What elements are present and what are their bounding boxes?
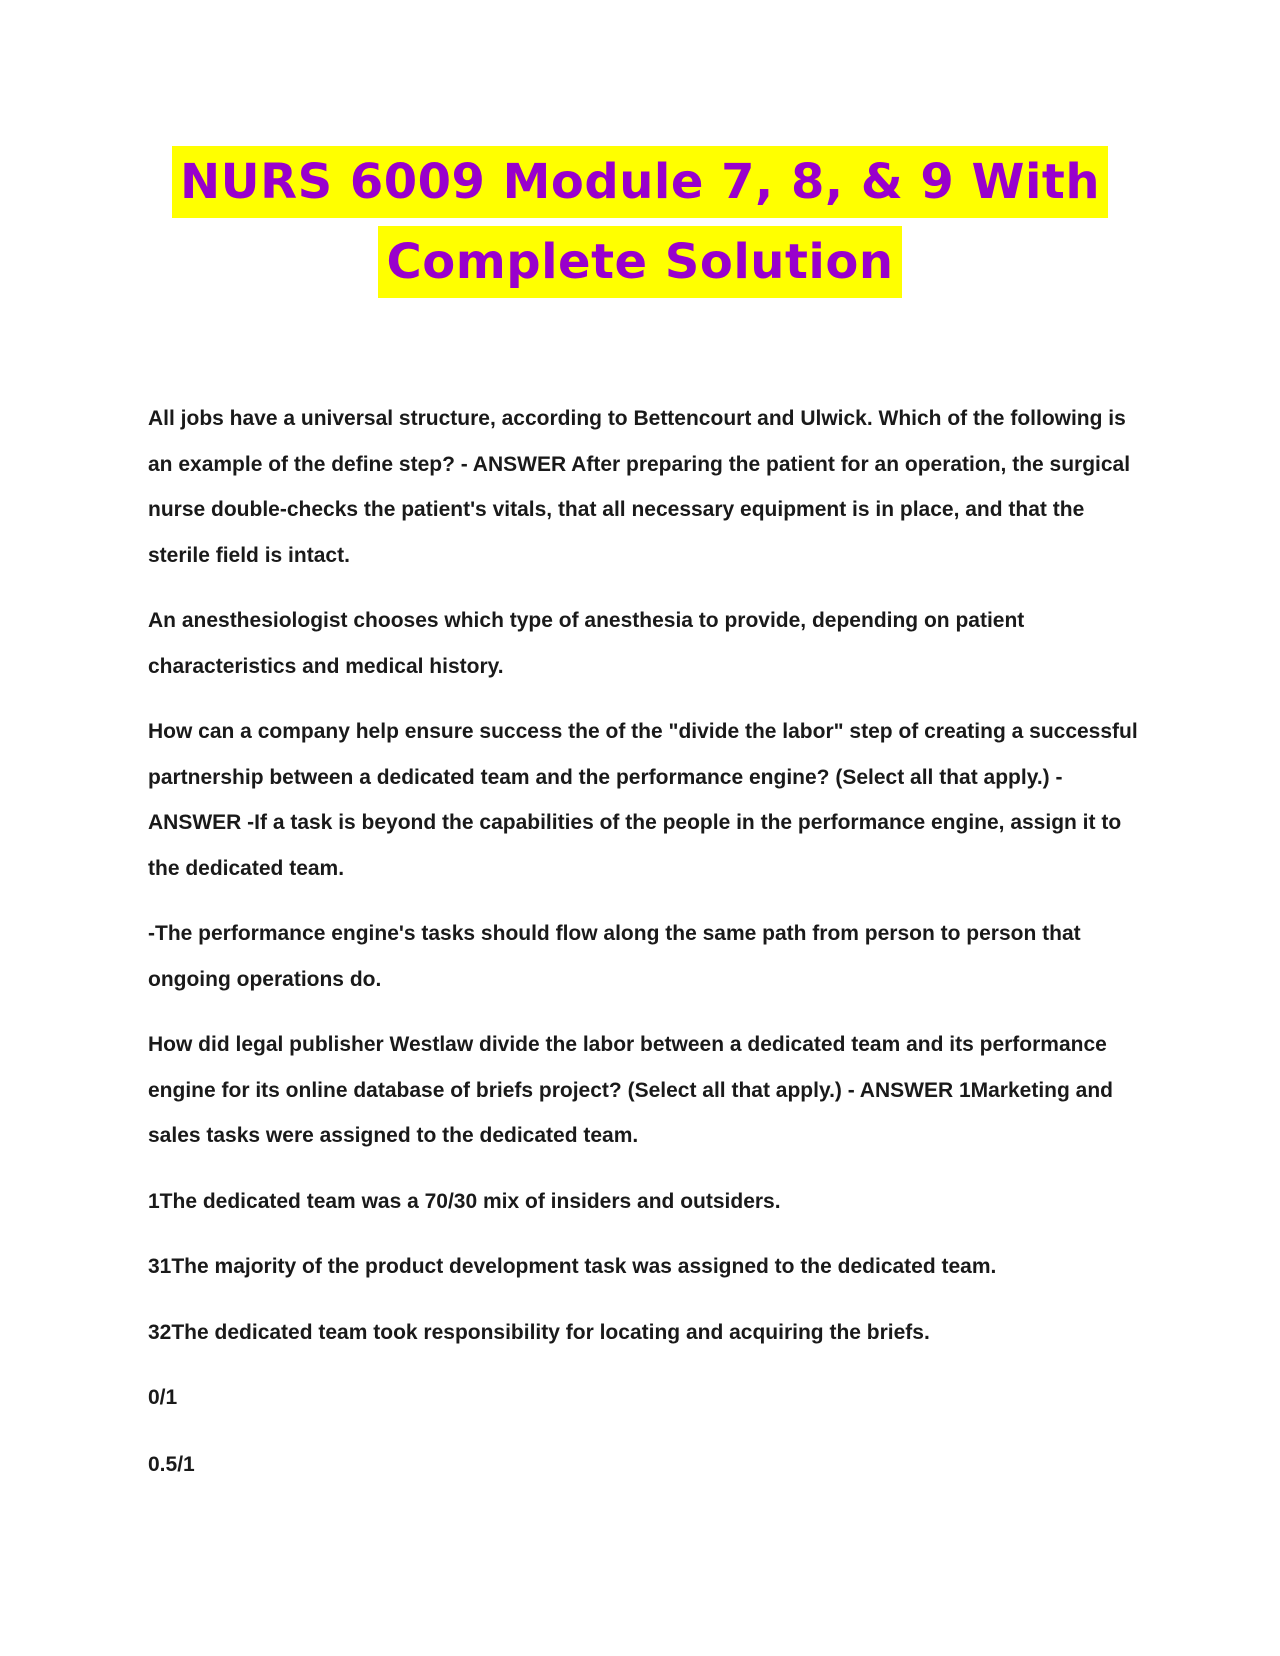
paragraph-locating-briefs: 32The dedicated team took responsibility for locating and acquiring the briefs. <box>148 1320 930 1344</box>
document-body <box>148 396 1138 1508</box>
paragraph-product-development: 31The majority of the product development task was assigned to the dedicated team. <box>148 1255 997 1278</box>
paragraph-performance-engine-tasks: -The performance engine's tasks should flow along the same path from person to person that ongoing operations do. <box>148 922 1081 991</box>
paragraph-westlaw-question: How did legal publisher Westlaw divide the labor between a dedicated team and its performance engine for its online database of briefs project? (Select all that apply.) - ANSWER 1Marketing and sales tasks were assigned to the dedicated team. <box>148 1033 1113 1147</box>
title-line-2: Complete Solution <box>378 226 901 298</box>
score-half: 0.5/1 <box>148 1452 195 1476</box>
paragraph-define-step-question: All jobs have a universal structure, according to Bettencourt and Ulwick. Which of the following is an example of the define step? - ANSWER After preparing the patient for an operation, the surgical nurse double-checks the patient's vitals, that all necessary equipment is in place, and that the sterile field is intact. <box>148 407 1131 567</box>
paragraph-team-mix: 1The dedicated team was a 70/30 mix of insiders and outsiders. <box>148 1189 781 1213</box>
paragraph-divide-labor-question: How can a company help ensure success the of the "divide the labor" step of creating a successful partnership between a dedicated team and the performance engine? (Select all that apply.) - ANSWER -If a task is beyond the capabilities of the people in the performance engine, assign it to the dedicated team. <box>148 720 1138 880</box>
document-title <box>0 146 1280 298</box>
paragraph-anesthesiologist: An anesthesiologist chooses which type of anesthesia to provide, depending on patient characteristics and medical history. <box>148 609 1025 678</box>
score-zero: 0/1 <box>148 1386 178 1409</box>
title-line-1: NURS 6009 Module 7, 8, & 9 With <box>172 146 1108 218</box>
